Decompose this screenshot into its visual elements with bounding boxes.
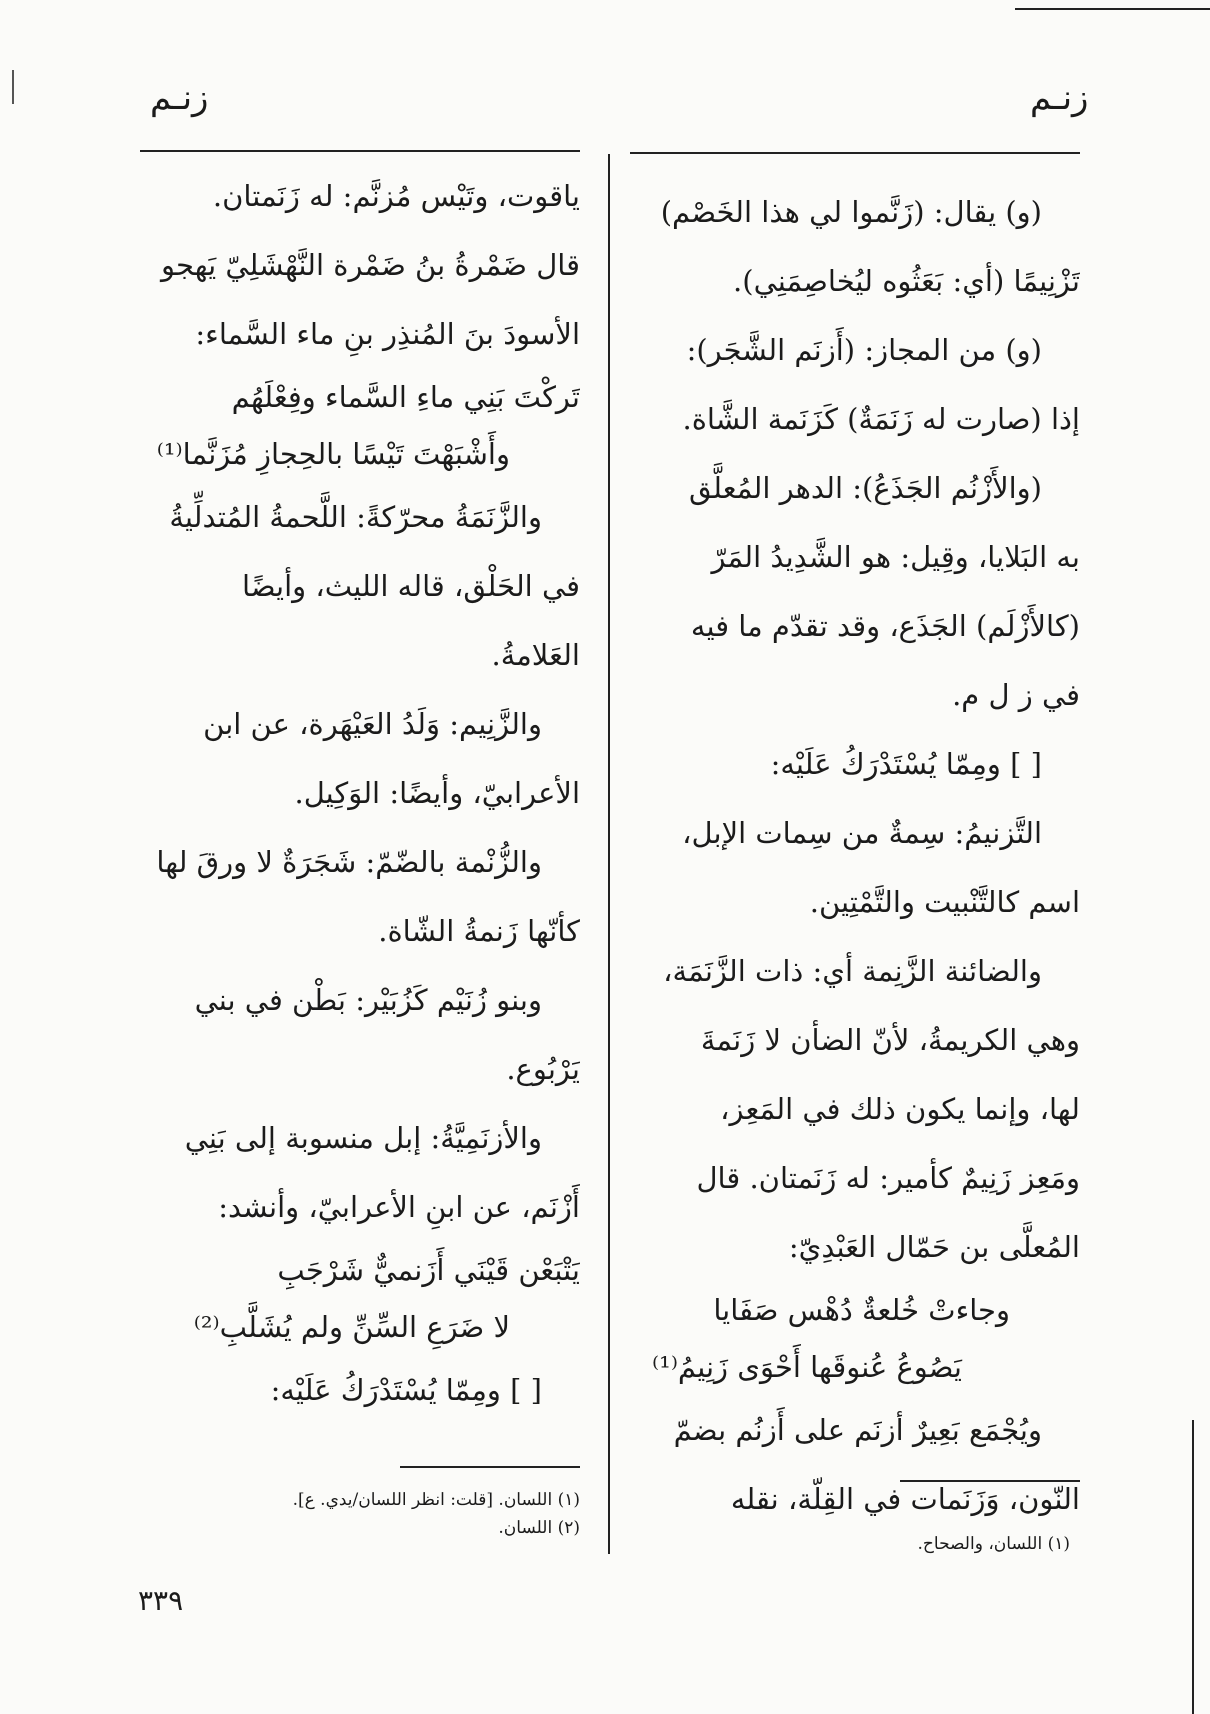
- text-line: في ز ل م.: [952, 678, 1080, 712]
- text-line: ومَعِز زَنِيمٌ كأمير: له زَنَمتان. قال: [696, 1161, 1080, 1195]
- column-divider: [608, 154, 610, 1554]
- footnote-rule-left: [400, 1466, 580, 1468]
- text-line: تَزْنِيمًا (أي: بَعَثُوه ليُخاصِمَنِي).: [733, 264, 1080, 298]
- verse-line: يَصُوعُ عُنوقَها أَحْوَى زَنِيمُ⁽¹⁾: [652, 1350, 962, 1384]
- text-line: (كالأَزْلَم) الجَذَع، وقد تقدّم ما فيه: [690, 609, 1080, 643]
- text-line: المُعلَّى بن حَمّال العَبْدِيّ:: [788, 1230, 1080, 1264]
- text-line: قال ضَمْرةُ بنُ ضَمْرة النَّهْشَلِيّ يَهجو: [161, 248, 580, 282]
- text-line: إذا (صارت له زَنَمَةٌ) كَزَنَمة الشَّاة.: [682, 402, 1080, 436]
- text-line: والأزنَمِيَّةُ: إبل منسوبة إلى بَنِي: [184, 1121, 542, 1155]
- verse-line: لا ضَرَعِ السِّنِّ ولم يُشَلَّبِ⁽²⁾: [193, 1310, 510, 1344]
- verse-line: يَتْبَعْن قَيْنَي أَزَنميٌّ شَرْجَبِ: [277, 1253, 580, 1287]
- verse-line: وأَشْبَهْتَ تَيْسًا بالحِجازِ مُزَنَّما⁽¹⁾: [156, 437, 510, 471]
- text-line: في الحَلْق، قاله الليث، وأيضًا: [242, 569, 580, 603]
- text-line: به البَلايا، وقِيل: هو الشَّدِيدُ المَرّ: [711, 540, 1080, 574]
- verse-line: وجاءتْ خُلعةٌ دُهْس صَفَايا: [713, 1293, 1010, 1327]
- text-line: والزُّنْمة بالضّمّ: شَجَرَةٌ لا ورقَ لها: [156, 845, 542, 879]
- text-line: وهي الكريمةُ، لأنّ الضأن لا زَنَمةَ: [700, 1023, 1080, 1057]
- text-line: الأسودَ بنَ المُنذِر بنِ ماء السَّماء:: [195, 317, 580, 351]
- text-line: وبنو زُنَيْم كَزُبَيْر: بَطْن في بني: [194, 983, 542, 1017]
- text-line: والضائنة الزَّنِمة أي: ذات الزَّنَمَة،: [663, 954, 1042, 988]
- verse-line: تَركْتَ بَنِي ماءِ السَّماء وفِعْلَهُم: [231, 380, 580, 414]
- running-head-right: زنـم: [1030, 78, 1089, 118]
- text-line: (والأَزْنُم الجَذَعُ): الدهر المُعلَّق: [688, 471, 1042, 505]
- text-line: ياقوت، وتَيْس مُزنَّم: له زَنَمتان.: [212, 179, 580, 213]
- header-rule-left: [140, 150, 580, 152]
- right-column-body: [640, 178, 1080, 1534]
- footnote-left-1: (١) اللسان. [قلت: انظر اللسان/يدي. ع].: [292, 1490, 580, 1510]
- footnote-rule-right: [900, 1480, 1080, 1482]
- addenda-heading: [ ] ومِمّا يُسْتَدْرَكُ عَلَيْه:: [770, 747, 1042, 781]
- text-line: (و) من المجاز: (أَزنَم الشَّجَر):: [686, 333, 1042, 367]
- top-right-rule: [1015, 8, 1210, 10]
- page-number: ٣٣٩: [138, 1584, 184, 1617]
- running-head-left: زنـم: [150, 78, 209, 118]
- right-edge-rule: [1192, 1420, 1194, 1714]
- text-line: الأعرابيّ، وأيضًا: الوَكِيل.: [294, 776, 580, 810]
- addenda-heading: [ ] ومِمّا يُسْتَدْرَكُ عَلَيْه:: [270, 1373, 542, 1407]
- text-line: العَلامةُ.: [491, 638, 580, 672]
- text-line: والزَّنَمَةُ محرّكةً: اللَّحمةُ المُتدلِّيةُ: [169, 500, 542, 534]
- text-line: التَّزنيمُ: سِمةٌ من سِمات الإبل،: [682, 816, 1042, 850]
- left-column-body: [140, 162, 580, 1425]
- text-line: النّون، وَزَنَمات في القِلّة، نقله: [730, 1482, 1080, 1516]
- text-line: أَزْنَم، عن ابنِ الأعرابيّ، وأنشد:: [218, 1190, 580, 1224]
- text-line: كأنّها زَنمةُ الشّاة.: [378, 914, 580, 948]
- margin-mark: [12, 70, 14, 104]
- text-line: يَرْبُوع.: [506, 1052, 580, 1086]
- header-rule-right: [630, 152, 1080, 154]
- text-line: والزَّنِيم: وَلَدُ العَيْهَرة، عن ابن: [203, 707, 542, 741]
- text-line: اسم كالتَّنْبيت والتَّمْتِين.: [809, 885, 1080, 919]
- text-line: (و) يقال: (زَنَّموا لي هذا الخَصْم): [660, 195, 1042, 229]
- text-line: لها، وإنما يكون ذلك في المَعِز،: [720, 1092, 1080, 1126]
- text-line: ويُجْمَع بَعِيرٌ أزنَم على أَزنُم بضمّ: [673, 1413, 1042, 1447]
- footnote-right: (١) اللسان، والصحاح.: [917, 1534, 1070, 1554]
- footnote-left-2: (٢) اللسان.: [498, 1518, 580, 1538]
